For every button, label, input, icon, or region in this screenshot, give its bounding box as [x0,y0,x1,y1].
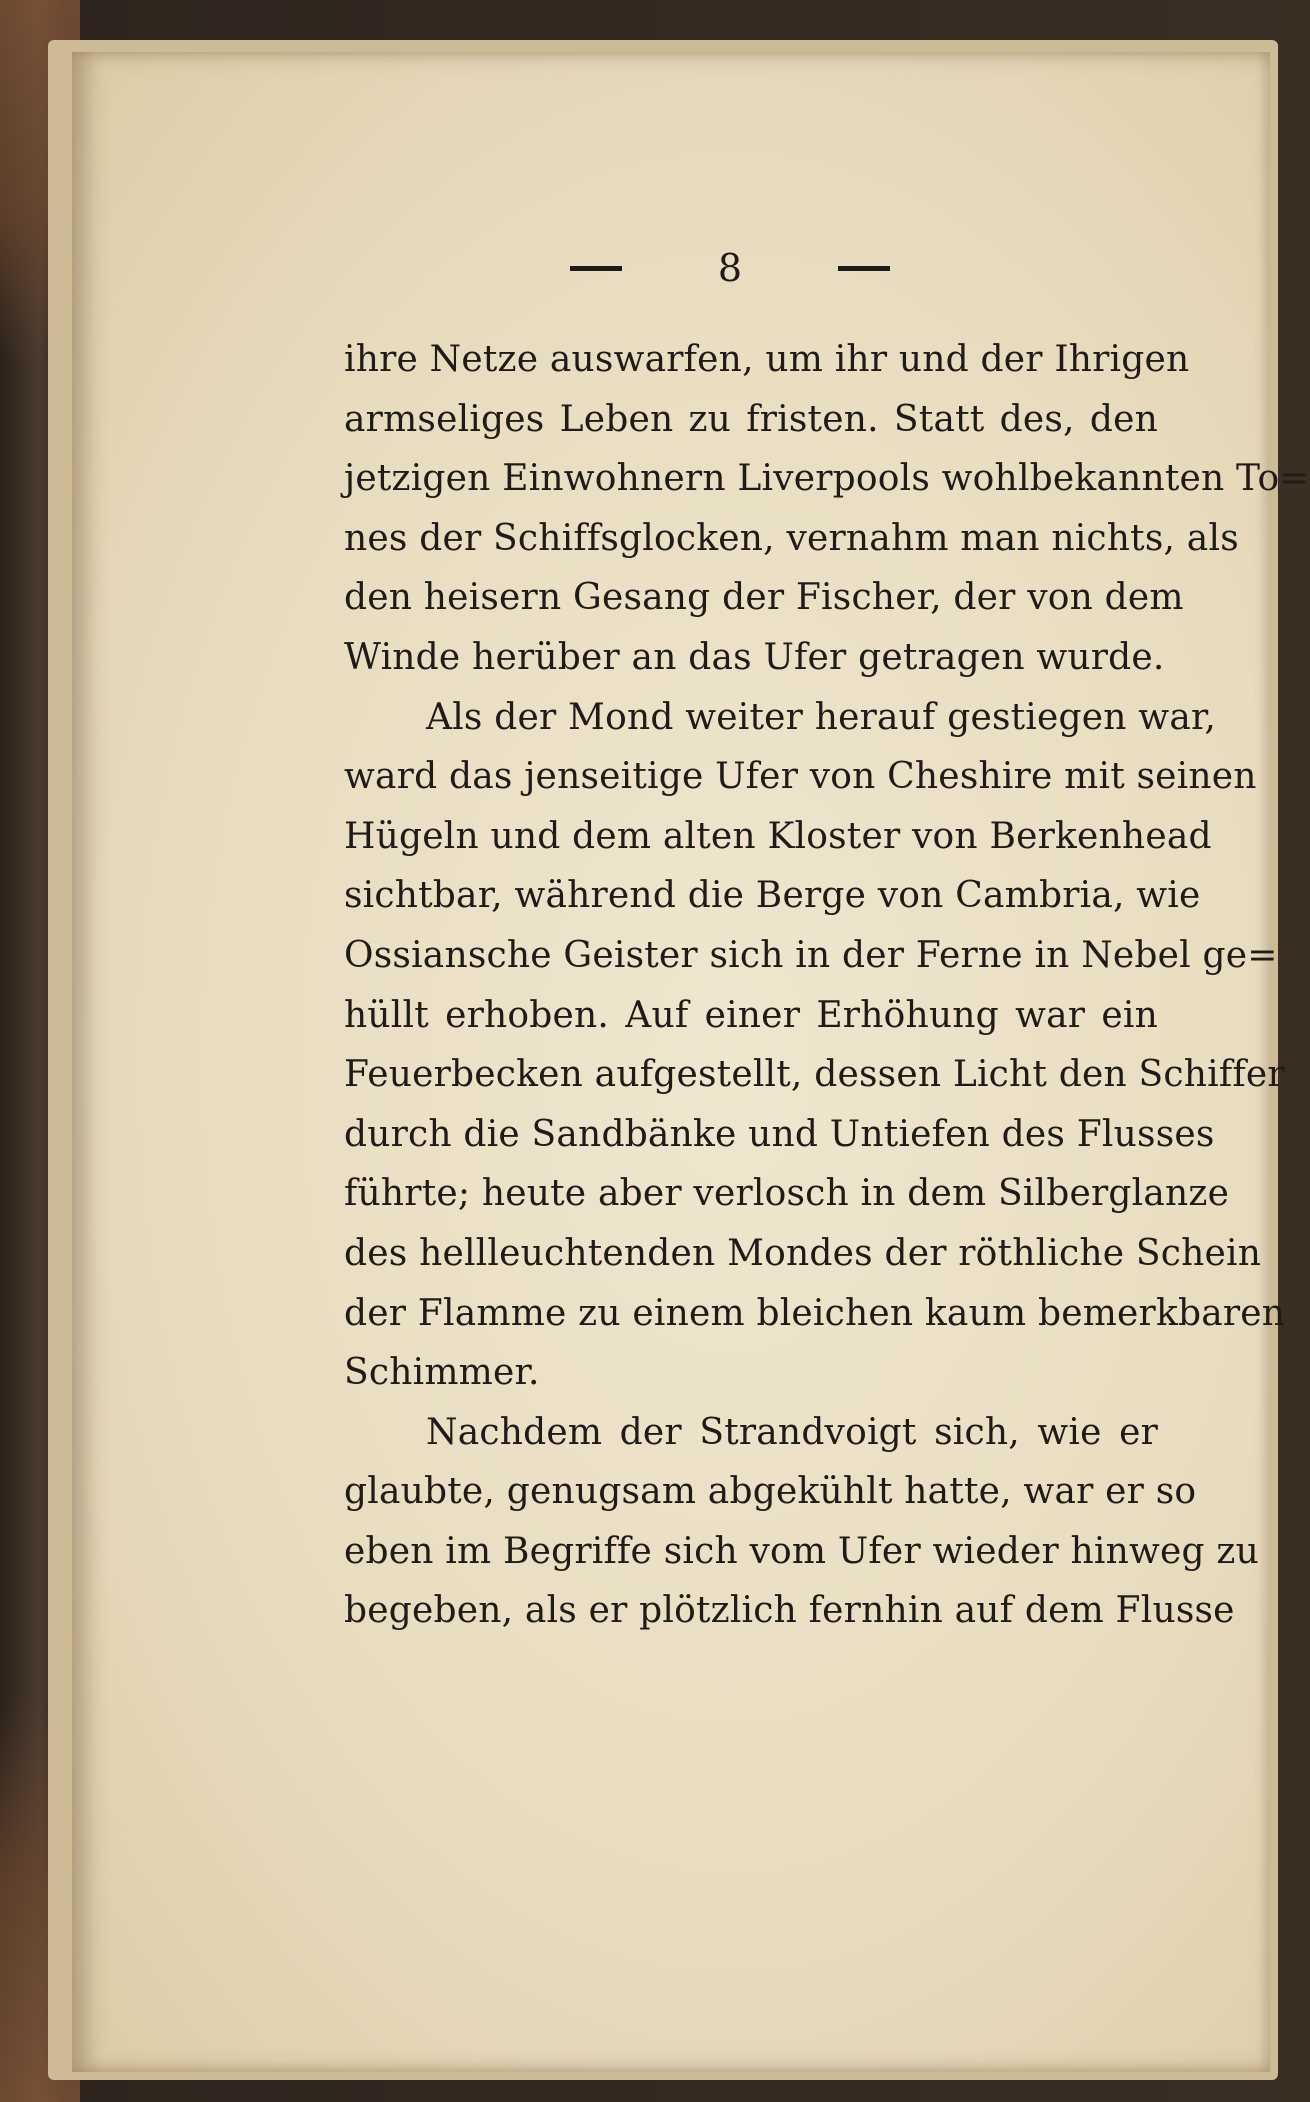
text-line: sichtbar, während die Berge von Cambria, wie [344,875,1201,917]
text-line: Ossiansche Geister sich in der Ferne in Nebel ge= [344,934,1278,976]
text-line: armseliges Leben zu fristen. Statt des, den [344,398,1158,440]
text-line: Nachdem der Strandvoigt sich, wie er [426,1411,1158,1453]
body-text [344,330,1310,1641]
text-line: des hellleuchtenden Mondes der röthliche Schein [344,1232,1262,1274]
text-line: Hügeln und dem alten Kloster von Berkenhead [344,815,1212,857]
text-line: ihre Netze auswarfen, um ihr und der Ihrigen [344,339,1190,380]
text-line: hüllt erhoben. Auf einer Erhöhung war ein [344,994,1158,1036]
text-line: jetzigen Einwohnern Liverpools wohlbekannten To= [344,458,1310,500]
text-line: Feuerbecken aufgestellt, dessen Licht den Schiffer [344,1054,1285,1096]
text-line: nes der Schiffsglocken, vernahm man nichts, als [344,517,1239,559]
text-line: Als der Mond weiter herauf gestiegen war, [426,696,1217,738]
text-line: glaubte, genugsam abgekühlt hatte, war er so [344,1471,1197,1513]
header-dash-right [838,266,890,271]
text-line: Winde herüber an das Ufer getragen wurde. [344,636,1165,678]
text-line: Schimmer. [344,1352,540,1394]
text-line: den heisern Gesang der Fischer, der von dem [344,577,1184,619]
text-line: der Flamme zu einem bleichen kaum bemerkbaren [344,1292,1286,1334]
text-line: eben im Begriffe sich vom Ufer wieder hinweg zu [344,1530,1259,1572]
page-number: 8 [717,246,743,290]
text-line: ward das jenseitige Ufer von Cheshire mit seinen [344,756,1257,798]
text-line: durch die Sandbänke und Untiefen des Flusses [344,1113,1215,1155]
text-line: führte; heute aber verlosch in dem Silberglanze [344,1173,1230,1215]
header-dash-left [570,266,622,271]
page-header [570,238,890,298]
text-line: begeben, als er plötzlich fernhin auf dem Flusse [344,1590,1235,1632]
